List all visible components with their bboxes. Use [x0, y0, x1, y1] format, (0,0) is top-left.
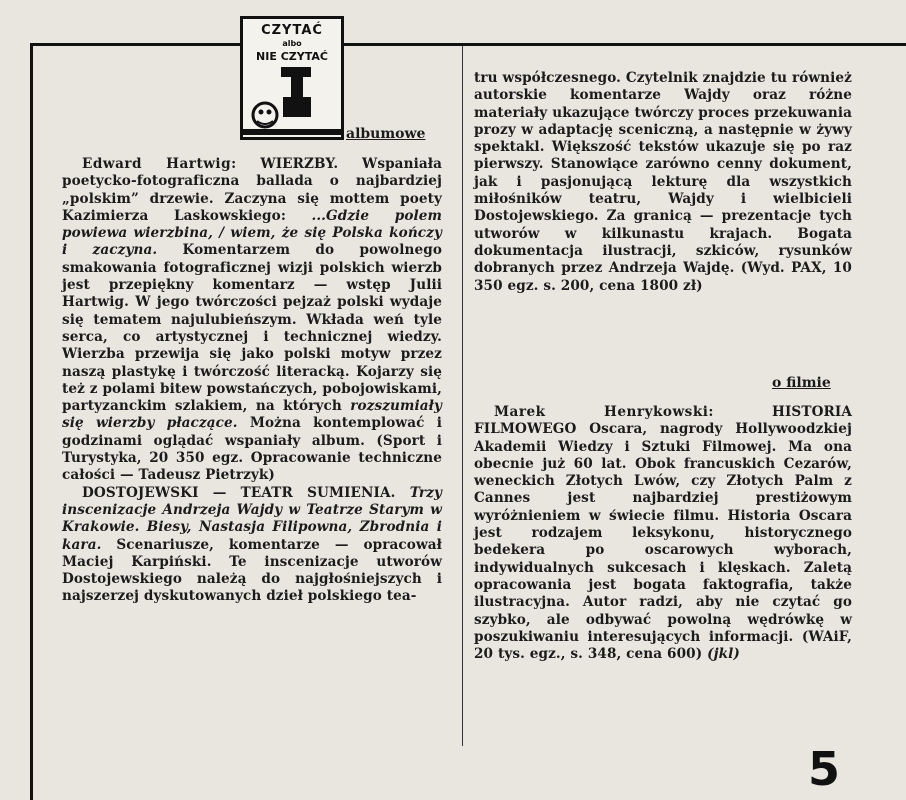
article-signature: (jkl): [707, 646, 740, 663]
column-logo: [240, 16, 344, 140]
frame-top-rule: [30, 43, 906, 46]
article-historia-filmowego: [474, 404, 852, 663]
logo-line-1: CZYTAĆ: [261, 23, 323, 38]
page-number: 5: [808, 742, 841, 796]
logo-line-2: albo: [282, 39, 302, 48]
right-column-top: [474, 70, 852, 295]
article-text: Scenariusze, komentarze — opracował Maciej Karpiński. Te inscenizacje utworów Dostojewskiego należą do najgłośniejszych i najszerzej dyskutowanych dzieł polskiego tea-: [62, 536, 442, 605]
article-author: Marek Henrykowski:: [494, 404, 714, 420]
left-column: [62, 156, 442, 606]
article-quote: rozszumiały się wierzby płaczące.: [62, 398, 442, 432]
article-dostojewski-continued: tru współczesnego. Czytelnik znajdzie tu również autorskie komentarze Wajdy oraz różne materiały ukazujące twórczy proces przekuwania prozy w adaptację sceniczną, a następnie w żywy spektakl. Większość tekstów ukazuje się po raz pierwszy. Stanowiące zarówno cenny dokument, jak i pasjonującą lekturę dla wszystkich miłośników teatru, Wajdy i wielbicieli Dostojewskiego. Za granicą — prezentacje tych utworów w kilkunastu krajach. Bogata dokumentacja ilustracji, szkiców, rysunków dobranych przez Andrzeja Wajdę. (Wyd. PAX, 10 350 egz. s. 200, cena 1800 zł): [474, 70, 852, 294]
article-wierzby: [62, 156, 442, 485]
article-text: Można kontemplować i godzinami oglądać wspaniały album. (Sport i Turystyka, 20 350 egz. Opracowanie techniczne całości — Tadeusz Pietrzyk): [62, 415, 442, 484]
article-text: HISTORIA FILMOWEGO Oscara, nagrody Hollywoodzkiej Akademii Wiedzy i Sztuki Filmowej. Ma ona obecnie już 60 lat. Obok francuskich Cezarów, weneckich Złotych Lwów, czy Złotych Palm z Cannes jest najbardziej prestiżowym wyróżnieniem w świecie filmu. Historia Oscara jest rodzajem leksykonu, historycznego bedekera po oscarowych wyborach, indywidualnych sukcesach i klęskach. Zaletą opracowania jest bogata faktografia, także ilustracyjna. Autor radzi, aby nie czytać go szybko, ale odbywać powolną wędrówkę w poszukiwaniu interesujących informacji. (WAiF, 20 tys. egz., s. 348, cena 600): [474, 404, 853, 663]
article-text: Komentarzem do powolnego smakowania fotograficznej wizji polskich wierzb jest przepiękny komentarz — wstęp Julii Hartwig. W jego twórczości pejzaż polski wydaje się tematem najulubieńszym. Wkłada weń tyle serca, co artystycznej i technicznej wiedzy. Wierzba przewija się jako polski motyw przez naszą plastykę i twórczość literacką. Kojarzy się też z polami bitew powstańczych, pobojowiskami, partyzanckim szlakiem, na których: [62, 242, 442, 415]
section-label-albumowe: albumowe: [346, 126, 426, 142]
article-quote: ...Gdzie polem powiewa wierzbina, / wiem, że się Polska kończy i zaczyna.: [62, 207, 442, 259]
article-title: DOSTOJEWSKI — TEATR SUMIENIA.: [82, 484, 396, 501]
article-text: WIERZBY. Wspaniała poetycko-fotograficzna ballada o najbardziej „polskim” drzewie. Zaczyna się mottem poety Kazimierza Laskowskiego:: [62, 156, 442, 224]
logo-illustration: [243, 63, 341, 135]
frame-left-rule: [30, 43, 33, 800]
section-label-o-filmie: o filmie: [772, 375, 831, 391]
article-dostojewski: [62, 485, 442, 606]
logo-line-3: NIE CZYTAĆ: [256, 50, 328, 63]
column-divider: [462, 46, 463, 746]
right-column-bottom: [474, 404, 852, 663]
article-subtitle: Trzy inscenizacje Andrzeja Wajdy w Teatrze Starym w Krakowie. Biesy, Nastasja Filipowna, Zbrodnia i kara.: [62, 484, 443, 553]
article-author: Edward Hartwig:: [82, 156, 237, 172]
